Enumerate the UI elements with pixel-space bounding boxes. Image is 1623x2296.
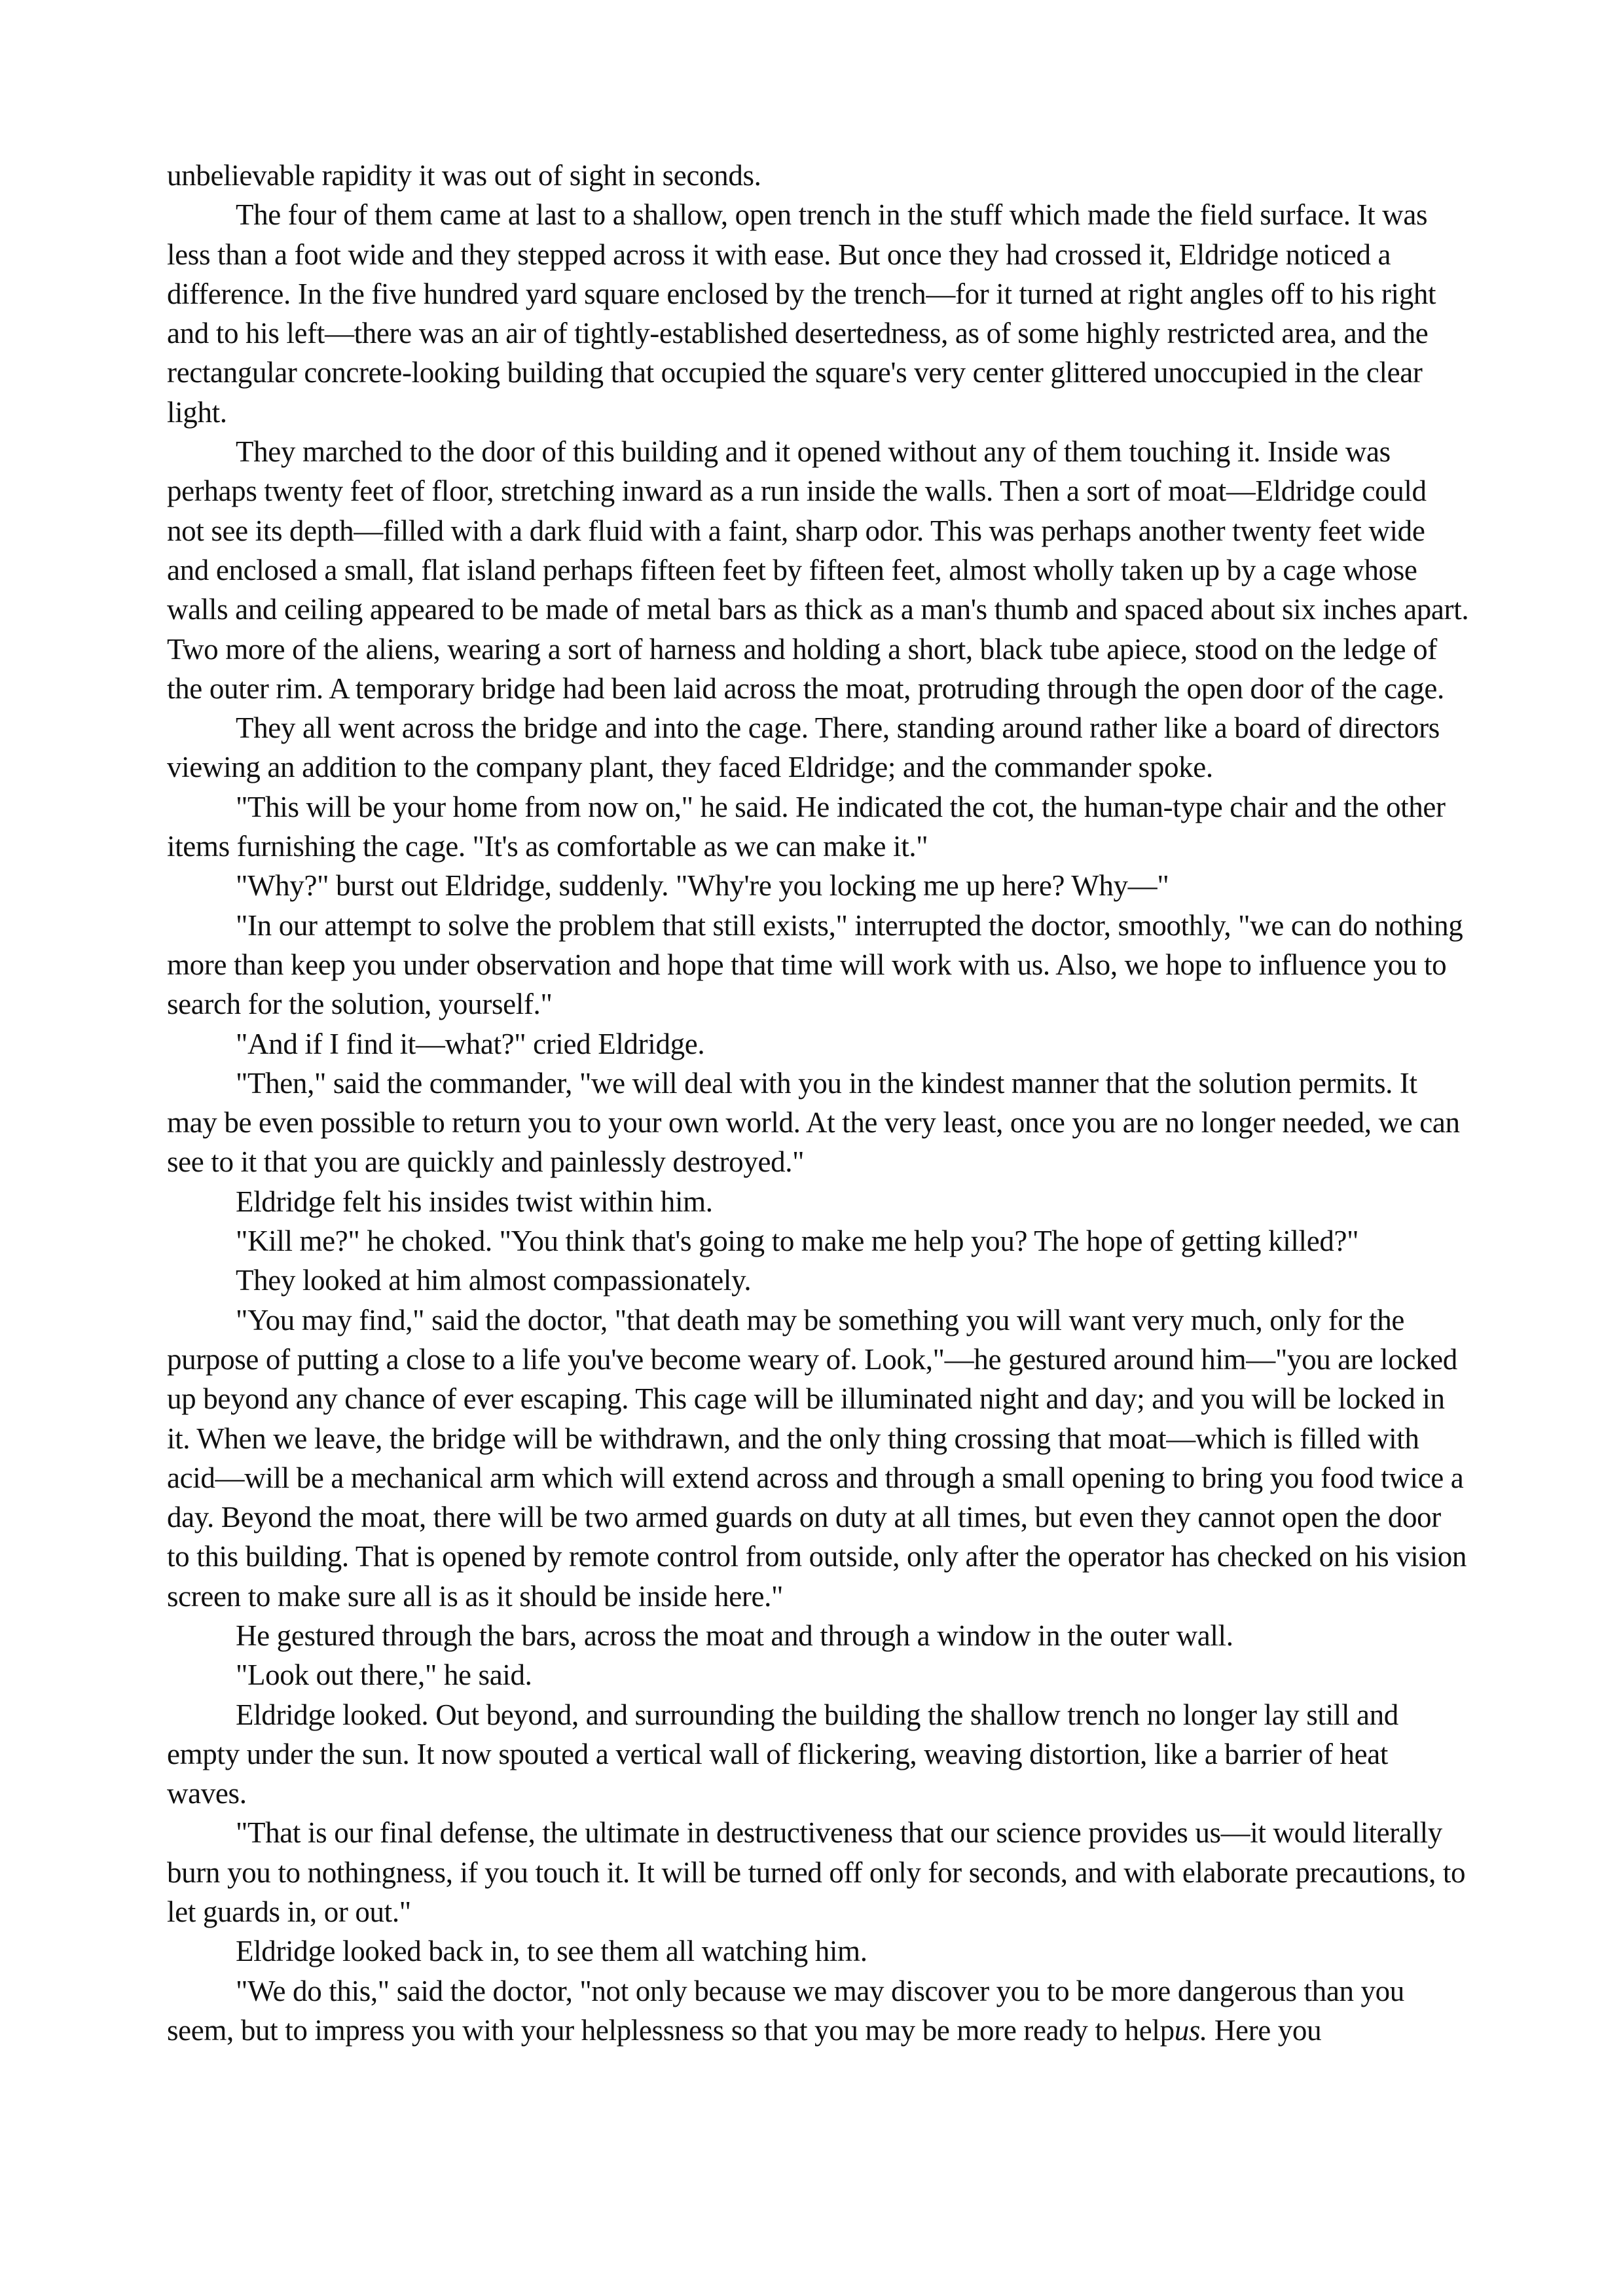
paragraph-10: Eldridge felt his insides twist within him. — [236, 1185, 713, 1218]
paragraph-7: "In our attempt to solve the problem that still exists," interrupted the doctor, smoothly, "we can do nothing more than keep you under observation and hope that time will work with us. Also, we hope to influence you to search for the solution, yourself." — [167, 908, 1463, 1021]
paragraph-19-emphasis: us. — [1174, 2013, 1207, 2047]
paragraph-15: "Look out there," he said. — [236, 1659, 532, 1692]
paragraph-12: They looked at him almost compassionately. — [236, 1264, 752, 1297]
paragraph-19 — [167, 1971, 1470, 2051]
paragraph-19-text-after: Here you — [1207, 2013, 1322, 2047]
paragraph-1: unbelievable rapidity it was out of sight in seconds. — [167, 159, 761, 192]
paragraph-3: They marched to the door of this building and it opened without any of them touching it. Inside was perhaps twenty feet of floor, stretching inward as a run inside the walls. Then a sort of moat—Eldridge could not see its depth—filled with a dark fluid with a faint, sharp odor. This was perhaps another twenty feet wide and enclosed a small, flat island perhaps fifteen feet by fifteen feet, almost wholly taken up by a cage whose walls and ceiling appeared to be made of metal bars as thick as a man's thumb and spaced about six inches apart. Two more of the aliens, wearing a sort of harness and holding a short, black tube apiece, stood on the ledge of the outer rim. A temporary bridge had been laid across the moat, protruding through the open door of the cage. — [167, 435, 1469, 705]
paragraph-6: "Why?" burst out Eldridge, suddenly. "Why're you locking me up here? Why—" — [236, 869, 1169, 903]
paragraph-11: "Kill me?" he choked. "You think that's going to make me help you? The hope of getting killed?" — [236, 1225, 1359, 1258]
paragraph-2: The four of them came at last to a shallow, open trench in the stuff which made the field surface. It was less than a foot wide and they stepped across it with ease. But once they had crossed it, Eldridge noticed a difference. In the five hundred yard square enclosed by the trench—for it turned at right angles off to his right and to his left—there was an air of tightly-established desertedness, as of some highly restricted area, and the rectangular concrete-looking building that occupied the square's very center glittered unoccupied in the clear light. — [167, 198, 1436, 429]
paragraph-14: He gestured through the bars, across the moat and through a window in the outer wall. — [236, 1619, 1233, 1652]
paragraph-4: They all went across the bridge and into the cage. There, standing around rather like a board of directors viewing an addition to the company plant, they faced Eldridge; and the commander spoke. — [167, 711, 1440, 784]
paragraph-18: Eldridge looked back in, to see them all watching him. — [236, 1935, 867, 1968]
paragraph-16: Eldridge looked. Out beyond, and surrounding the building the shallow trench no longer lay still and empty under the sun. It now spouted a vertical wall of flickering, weaving distortion, like a barrier of heat waves. — [167, 1698, 1398, 1810]
paragraph-5: "This will be your home from now on," he said. He indicated the cot, the human-type chair and the other items furnishing the cage. "It's as comfortable as we can make it." — [167, 790, 1446, 863]
paragraph-19-text-before: "We do this," said the doctor, "not only because we may discover you to be more dangerous than you seem, but to impress you with your helplessness so that you may be more ready to help — [167, 1974, 1404, 2047]
body-text — [167, 156, 1470, 2050]
paragraph-13: "You may find," said the doctor, "that death may be something you will want very much, only for the purpose of putting a close to a life you've become weary of. Look,"—he gestured around him—"you are locked up beyond any chance of ever escaping. This cage will be illuminated night and day; and you will be locked in it. When we leave, the bridge will be withdrawn, and the only thing crossing that moat—which is filled with acid—will be a mechanical arm which will extend across and through a small opening to bring you food twice a day. Beyond the moat, there will be two armed guards on duty at all times, but even they cannot open the door to this building. That is opened by remote control from outside, only after the operator has checked on his vision screen to make sure all is as it should be inside here." — [167, 1303, 1467, 1613]
paragraph-17: "That is our final defense, the ultimate in destructiveness that our science provides us—it would literally burn you to nothingness, if you touch it. It will be turned off only for seconds, and with elaborate precautions, to let guards in, or out." — [167, 1816, 1466, 1929]
paragraph-9: "Then," said the commander, "we will deal with you in the kindest manner that the solution permits. It may be even possible to return you to your own world. At the very least, once you are no longer needed, we can see to it that you are quickly and painlessly destroyed." — [167, 1066, 1460, 1179]
paragraph-8: "And if I find it—what?" cried Eldridge. — [236, 1027, 705, 1060]
